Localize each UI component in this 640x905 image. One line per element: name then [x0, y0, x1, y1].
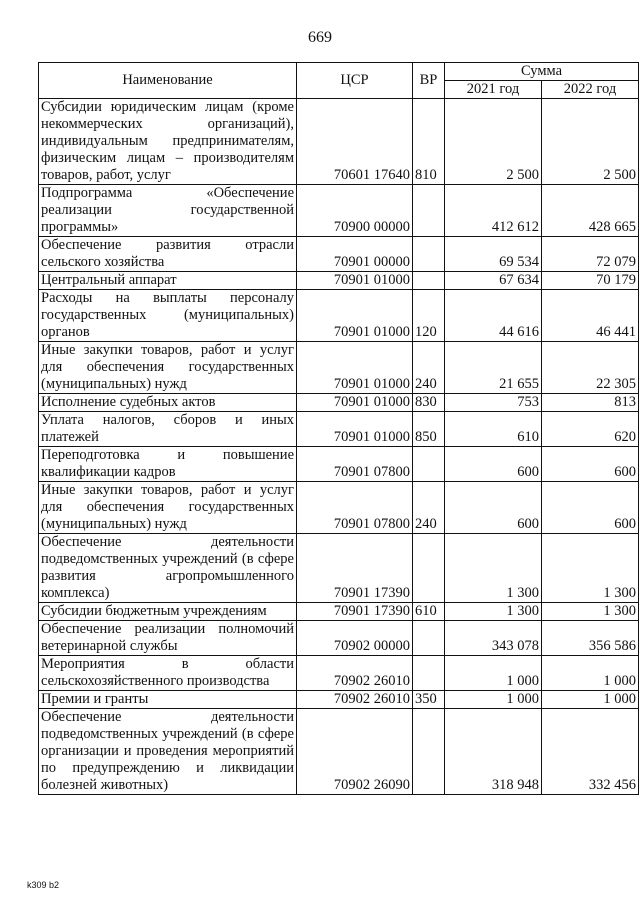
row-amount-2022: 1 000: [542, 691, 639, 709]
table-row: [39, 99, 639, 185]
row-amount-2021: 1 300: [445, 603, 542, 621]
row-amount-2021: 2 500: [445, 99, 542, 185]
row-amount-2021: 600: [445, 482, 542, 534]
row-csr: 70901 17390: [297, 603, 413, 621]
table-body: [39, 99, 639, 795]
row-csr: 70900 00000: [297, 185, 413, 237]
table-row: [39, 290, 639, 342]
row-csr: 70901 01000: [297, 412, 413, 447]
row-name: Обеспечение реализации полномочий ветеринарной службы: [39, 621, 297, 656]
footer-code: k309 b2: [27, 880, 60, 890]
table-row: [39, 621, 639, 656]
row-csr: 70902 26010: [297, 656, 413, 691]
row-name: Уплата налогов, сборов и иных платежей: [39, 412, 297, 447]
row-amount-2021: 1 300: [445, 534, 542, 603]
row-amount-2022: 1 000: [542, 656, 639, 691]
row-amount-2022: 428 665: [542, 185, 639, 237]
row-vr: 240: [413, 482, 445, 534]
row-amount-2021: 753: [445, 394, 542, 412]
row-name: Обеспечение развития отрасли сельского хозяйства: [39, 237, 297, 272]
row-amount-2021: 21 655: [445, 342, 542, 394]
row-csr: 70901 01000: [297, 394, 413, 412]
table-row: [39, 237, 639, 272]
row-name: Обеспечение деятельности подведомственных учреждений (в сфере развития агропромышленного комплекса): [39, 534, 297, 603]
row-vr: 830: [413, 394, 445, 412]
row-amount-2021: 1 000: [445, 656, 542, 691]
row-name: Расходы на выплаты персоналу государственных (муниципальных) органов: [39, 290, 297, 342]
header-vr: ВР: [413, 63, 445, 99]
row-name: Субсидии юридическим лицам (кроме некоммерческих организаций), индивидуальным предпринимателям, физическим лицам – производителям товаров, работ, услуг: [39, 99, 297, 185]
row-csr: 70901 00000: [297, 237, 413, 272]
row-vr: 810: [413, 99, 445, 185]
header-year-2021: 2021 год: [445, 81, 542, 99]
row-amount-2021: 318 948: [445, 709, 542, 795]
row-amount-2021: 600: [445, 447, 542, 482]
header-year-2022: 2022 год: [542, 81, 639, 99]
row-name: Мероприятия в области сельскохозяйственного производства: [39, 656, 297, 691]
row-vr: 350: [413, 691, 445, 709]
table-row: [39, 185, 639, 237]
row-name: Исполнение судебных актов: [39, 394, 297, 412]
page-number: 669: [308, 29, 332, 46]
row-csr: 70901 01000: [297, 272, 413, 290]
row-amount-2022: 620: [542, 412, 639, 447]
row-vr: [413, 656, 445, 691]
row-csr: 70901 07800: [297, 447, 413, 482]
row-vr: [413, 272, 445, 290]
row-vr: 850: [413, 412, 445, 447]
header-csr: ЦСР: [297, 63, 413, 99]
row-vr: [413, 185, 445, 237]
row-csr: 70902 00000: [297, 621, 413, 656]
budget-table: [38, 62, 639, 795]
row-amount-2022: 1 300: [542, 603, 639, 621]
row-csr: 70601 17640: [297, 99, 413, 185]
row-amount-2021: 67 634: [445, 272, 542, 290]
row-name: Субсидии бюджетным учреждениям: [39, 603, 297, 621]
table-row: [39, 603, 639, 621]
row-name: Премии и гранты: [39, 691, 297, 709]
table-row: [39, 447, 639, 482]
row-vr: [413, 237, 445, 272]
table-row: [39, 691, 639, 709]
row-csr: 70901 01000: [297, 342, 413, 394]
row-amount-2022: 1 300: [542, 534, 639, 603]
row-csr: 70901 01000: [297, 290, 413, 342]
table-row: [39, 412, 639, 447]
row-amount-2022: 332 456: [542, 709, 639, 795]
row-amount-2022: 22 305: [542, 342, 639, 394]
row-amount-2022: 600: [542, 447, 639, 482]
row-name: Подпрограмма «Обеспечение реализации государственной программы»: [39, 185, 297, 237]
row-name: Иные закупки товаров, работ и услуг для обеспечения государственных (муниципальных) нужд: [39, 482, 297, 534]
row-csr: 70901 07800: [297, 482, 413, 534]
table-row: [39, 342, 639, 394]
row-amount-2021: 412 612: [445, 185, 542, 237]
row-amount-2021: 44 616: [445, 290, 542, 342]
header-name: Наименование: [39, 63, 297, 99]
row-name: Переподготовка и повышение квалификации кадров: [39, 447, 297, 482]
row-vr: [413, 709, 445, 795]
row-vr: [413, 447, 445, 482]
row-name: Обеспечение деятельности подведомственных учреждений (в сфере организации и проведения мероприятий по предупреждению и ликвидации болезней животных): [39, 709, 297, 795]
row-amount-2021: 1 000: [445, 691, 542, 709]
row-name: Центральный аппарат: [39, 272, 297, 290]
table-row: [39, 709, 639, 795]
row-amount-2021: 69 534: [445, 237, 542, 272]
row-vr: [413, 534, 445, 603]
row-amount-2022: 70 179: [542, 272, 639, 290]
row-vr: 610: [413, 603, 445, 621]
table-row: [39, 656, 639, 691]
row-amount-2022: 46 441: [542, 290, 639, 342]
table-row: [39, 482, 639, 534]
row-amount-2021: 343 078: [445, 621, 542, 656]
row-csr: 70902 26090: [297, 709, 413, 795]
row-csr: 70901 17390: [297, 534, 413, 603]
row-vr: [413, 621, 445, 656]
row-vr: 120: [413, 290, 445, 342]
row-amount-2021: 610: [445, 412, 542, 447]
header-sum: Сумма: [445, 63, 639, 81]
table-row: [39, 534, 639, 603]
row-name: Иные закупки товаров, работ и услуг для обеспечения государственных (муниципальных) нужд: [39, 342, 297, 394]
row-amount-2022: 813: [542, 394, 639, 412]
table-row: [39, 272, 639, 290]
row-amount-2022: 72 079: [542, 237, 639, 272]
row-vr: 240: [413, 342, 445, 394]
row-amount-2022: 356 586: [542, 621, 639, 656]
table-row: [39, 394, 639, 412]
row-amount-2022: 600: [542, 482, 639, 534]
row-csr: 70902 26010: [297, 691, 413, 709]
row-amount-2022: 2 500: [542, 99, 639, 185]
